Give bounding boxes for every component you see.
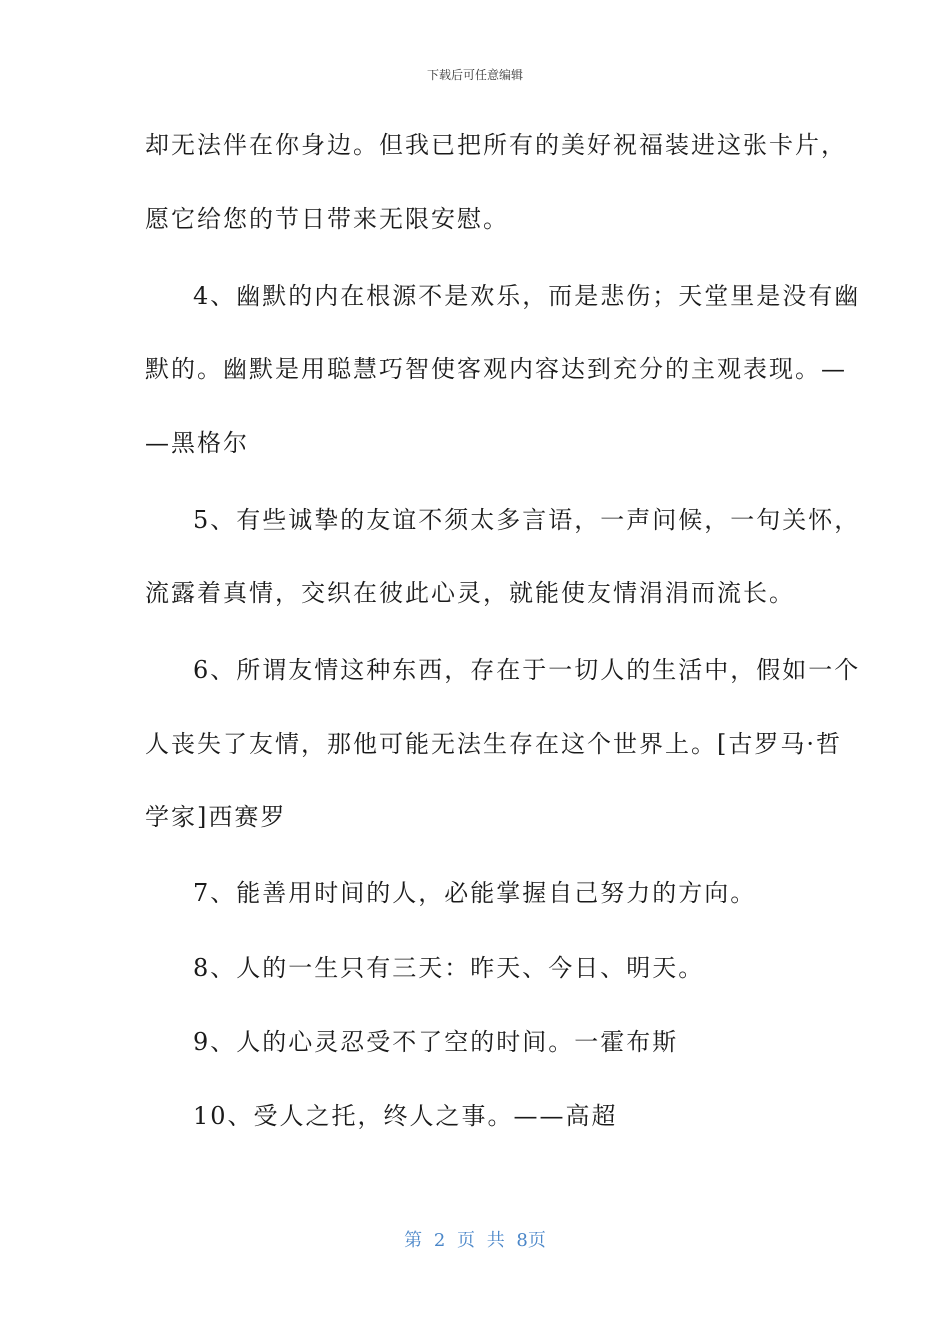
paragraph-4-line: 4、幽默的内在根源不是欢乐，而是悲伤；天堂里是没有幽 <box>193 282 861 310</box>
text-line: 人丧失了友情，那他可能无法生存在这个世界上。[古罗马·哲 <box>145 730 842 758</box>
page-header: 下载后可任意编辑 <box>426 68 523 82</box>
paragraph-10-line: 10、受人之托，终人之事。——高超 <box>193 1102 618 1130</box>
paragraph-7-line: 7、能善用时间的人，必能掌握自己努力的方向。 <box>193 879 757 907</box>
text-line: 愿它给您的节日带来无限安慰。 <box>145 205 509 233</box>
paragraph-8-line: 8、人的一生只有三天：昨天、今日、明天。 <box>193 954 705 982</box>
page-footer: 第 2 页 共 8页 <box>404 1230 546 1251</box>
text-line: 流露着真情，交织在彼此心灵，就能使友情涓涓而流长。 <box>145 579 795 607</box>
text-line: 学家]西赛罗 <box>145 803 287 831</box>
text-line: 默的。幽默是用聪慧巧智使客观内容达到充分的主观表现。— <box>145 355 847 383</box>
text-line: —黑格尔 <box>145 429 249 457</box>
paragraph-6-line: 6、所谓友情这种东西，存在于一切人的生活中，假如一个 <box>193 656 861 684</box>
paragraph-9-line: 9、人的心灵忍受不了空的时间。一霍布斯 <box>193 1028 679 1056</box>
paragraph-5-line: 5、有些诚挚的友谊不须太多言语，一声问候，一句关怀， <box>193 506 861 534</box>
text-line: 却无法伴在你身边。但我已把所有的美好祝福装进这张卡片， <box>145 131 847 159</box>
